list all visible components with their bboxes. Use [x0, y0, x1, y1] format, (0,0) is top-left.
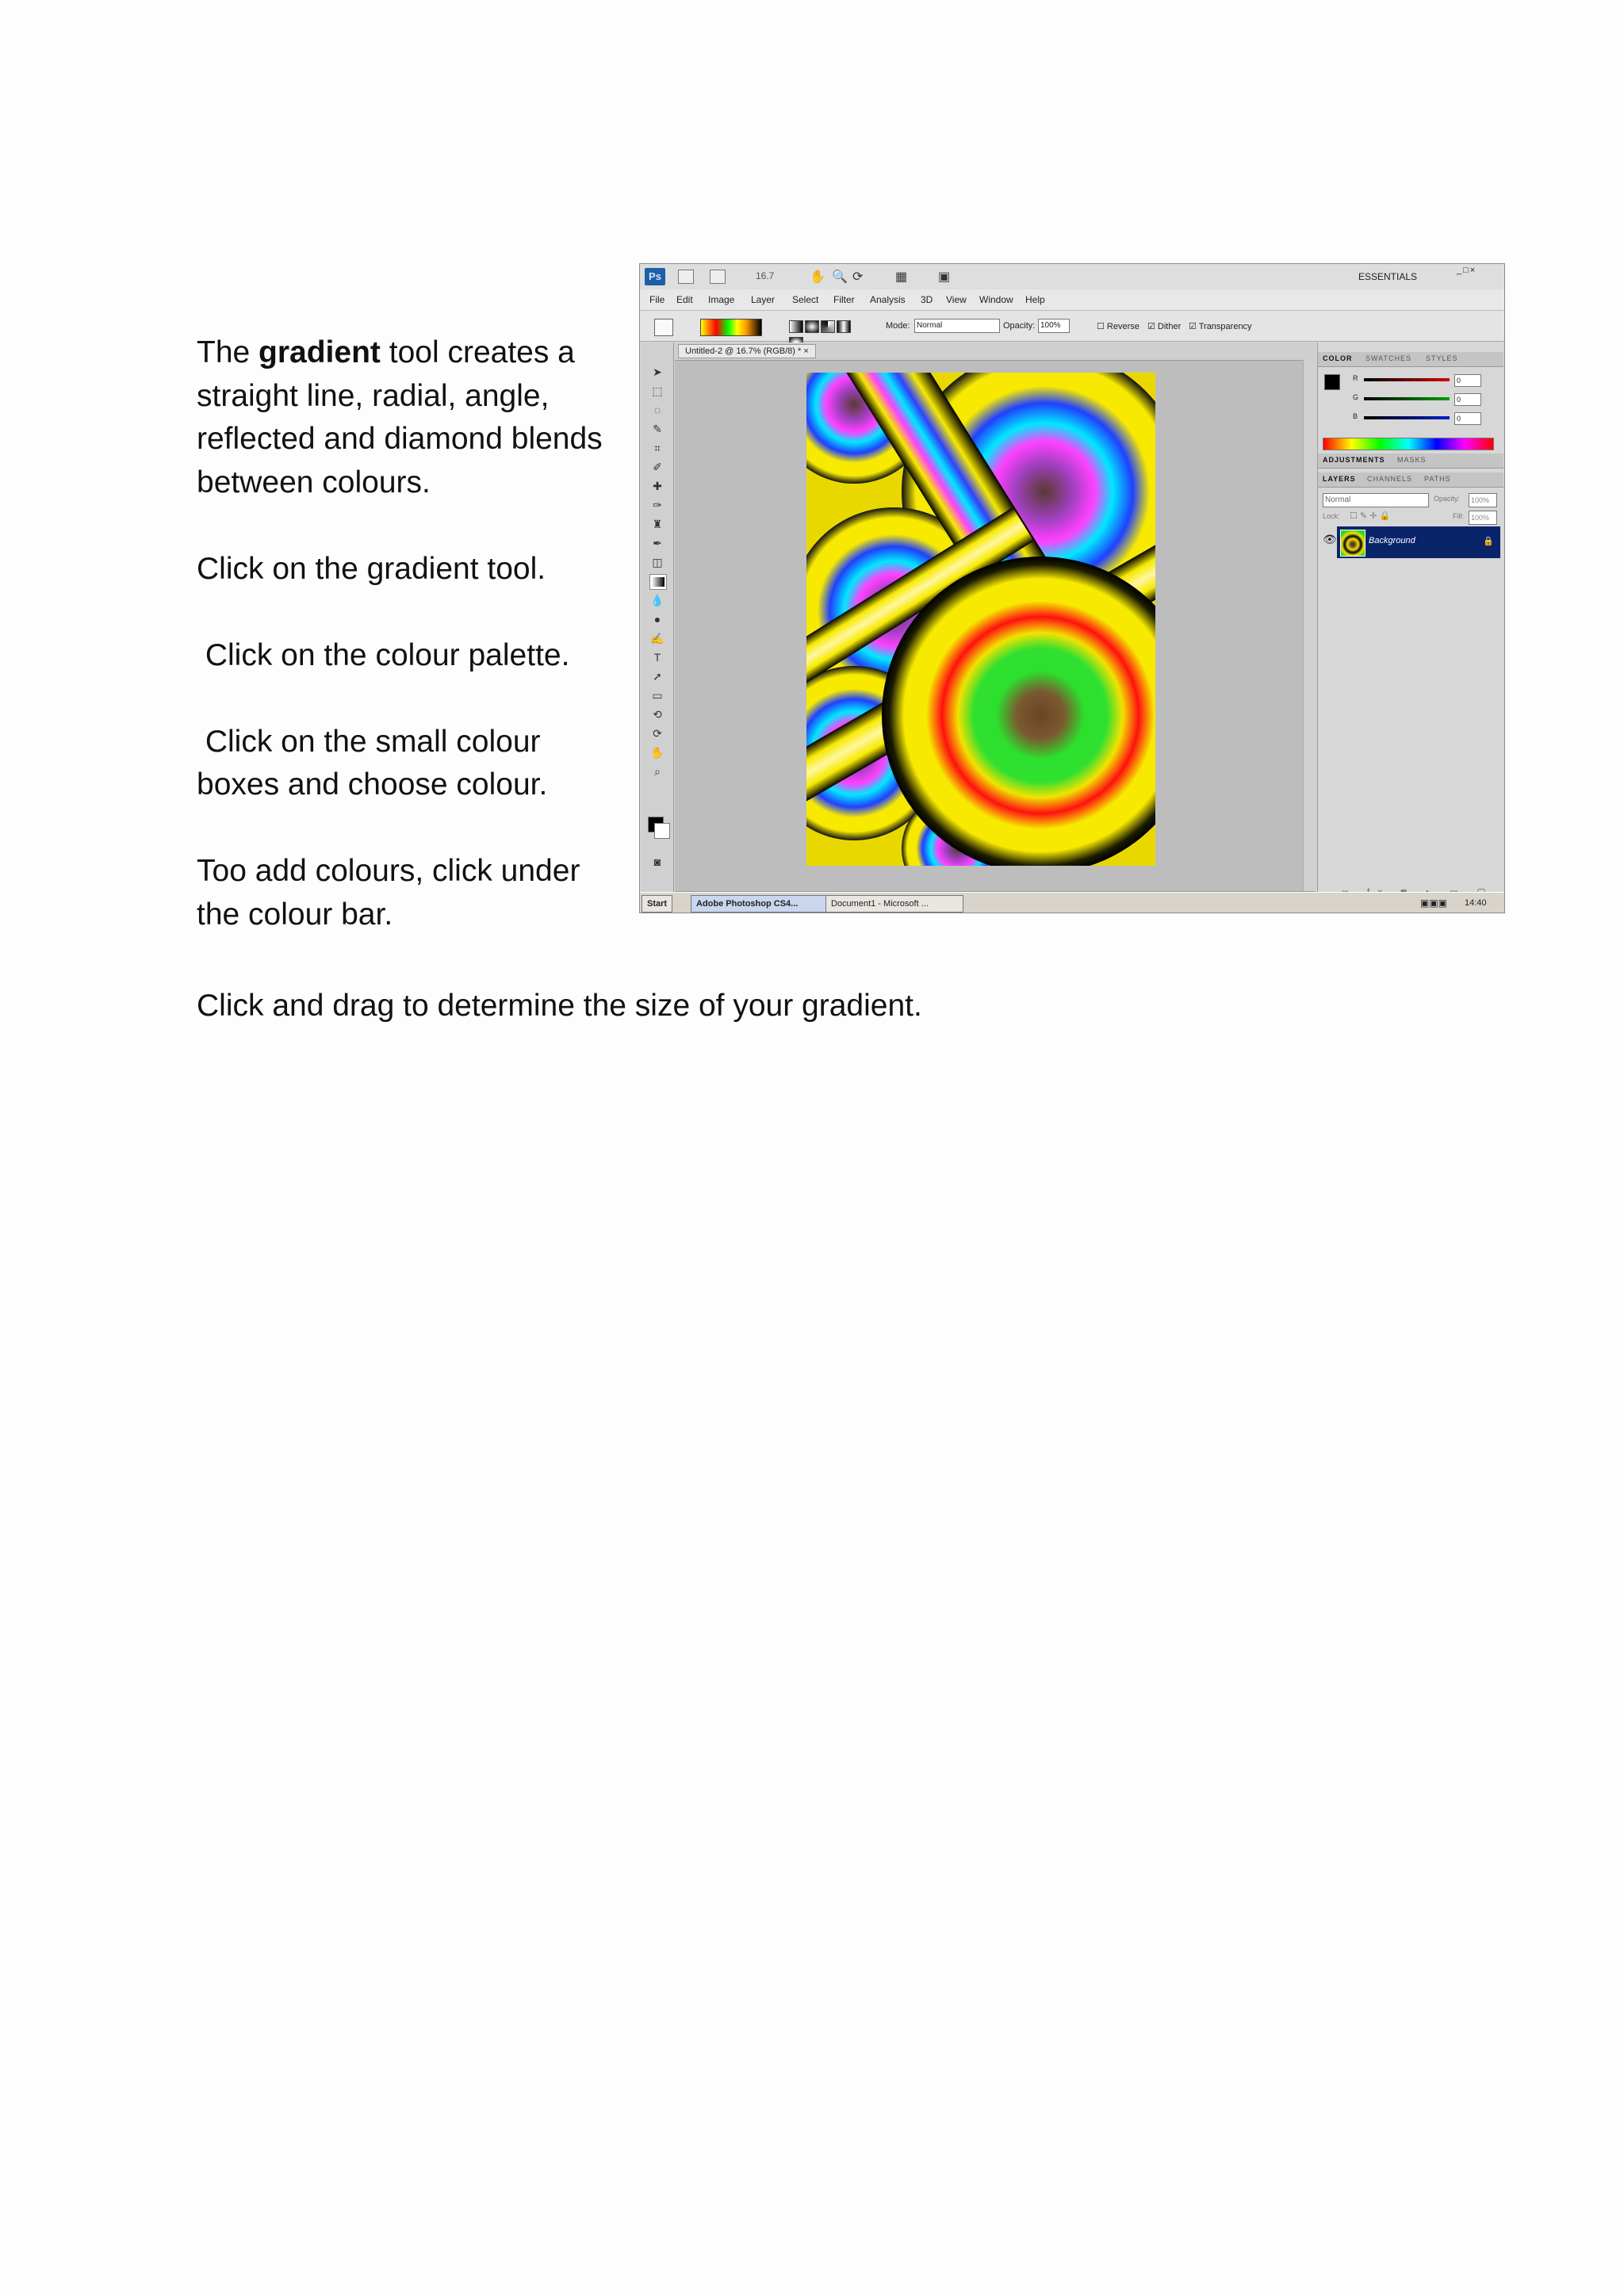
menu-filter[interactable]: Filter	[833, 294, 855, 305]
lasso-tool-icon[interactable]: ◌	[653, 404, 661, 416]
channel-g-slider[interactable]	[1364, 397, 1450, 400]
application-bar	[640, 264, 1504, 290]
menu-image[interactable]: Image	[708, 294, 735, 305]
rotate-view-icon[interactable]: ⟳	[852, 270, 864, 284]
tools-panel	[642, 342, 674, 897]
paragraph-step-boxes	[197, 721, 617, 807]
color-panel-tabs	[1318, 352, 1503, 367]
gradient-colour-palette[interactable]	[700, 319, 762, 336]
menu-analysis[interactable]: Analysis	[870, 294, 906, 305]
menu-3d[interactable]: 3D	[921, 294, 933, 305]
paragraph-step-drag: Click and drag to determine the size of your gradient.	[197, 989, 922, 1023]
channel-g-label: G	[1353, 393, 1359, 401]
document-vertical-scrollbar[interactable]	[1303, 360, 1316, 891]
brush-tool-icon[interactable]: ✑	[653, 499, 662, 511]
channel-g-value[interactable]: 0	[1454, 393, 1481, 406]
transparency-checkbox[interactable]: ☑ Transparency	[1189, 322, 1252, 331]
quick-mask-icon[interactable]: ◙	[653, 855, 661, 868]
opacity-label: Opacity:	[1003, 321, 1036, 331]
clone-stamp-tool-icon[interactable]: ♜	[652, 518, 663, 530]
intro-post: tool creates a straight line, radial, angle, reflected and diamond blends between colours.	[197, 335, 603, 499]
taskbar-clock: 14:40	[1465, 898, 1487, 908]
paragraph-step-tool: Click on the gradient tool.	[197, 551, 546, 586]
dither-label: Dither	[1157, 322, 1182, 331]
start-label: Start	[647, 899, 668, 909]
tab-swatches[interactable]: SWATCHES	[1365, 354, 1412, 362]
3d-rotate-tool-icon[interactable]: ⟲	[653, 708, 662, 721]
window-controls[interactable]: _□×	[1457, 266, 1477, 275]
step-boxes-text: Click on the small colour boxes and choose colour.	[197, 724, 548, 802]
start-button[interactable]	[642, 895, 672, 913]
layer-blend-mode-select[interactable]: Normal	[1323, 493, 1429, 507]
reverse-label: Reverse	[1106, 322, 1139, 331]
arrange-documents-icon[interactable]: ▦	[895, 270, 908, 284]
channel-b-slider[interactable]	[1364, 416, 1450, 419]
reverse-checkbox[interactable]: ☐ Reverse	[1097, 322, 1139, 331]
tab-channels[interactable]: CHANNELS	[1367, 475, 1413, 483]
document-tab[interactable]: Untitled-2 @ 16.7% (RGB/8) * ×	[678, 344, 816, 358]
eyedropper-tool-icon[interactable]: ✐	[653, 461, 662, 473]
instruction-text	[197, 331, 617, 980]
intro-pre: The	[197, 335, 259, 369]
transparency-label: Transparency	[1198, 322, 1252, 331]
tool-preset-picker[interactable]	[654, 319, 673, 336]
layer-name: Background	[1369, 536, 1415, 545]
hand-tool-icon[interactable]: ✋	[810, 270, 825, 284]
gradient-artwork	[806, 373, 1155, 866]
tab-masks[interactable]: MASKS	[1397, 456, 1427, 464]
panels-dock	[1317, 342, 1503, 904]
lock-icons[interactable]: ☐ ✎ ✛ 🔒	[1350, 511, 1391, 521]
adjustments-panel-tabs	[1318, 453, 1503, 469]
background-colour-box[interactable]	[654, 823, 670, 839]
paragraph-step-palette	[197, 634, 617, 678]
zoom-tool-icon[interactable]: 🔍	[832, 270, 848, 284]
channel-b-value[interactable]: 0	[1454, 412, 1481, 425]
view-extras-icon[interactable]	[710, 270, 726, 284]
colour-spectrum-bar[interactable]	[1323, 438, 1494, 450]
mode-select[interactable]: Normal	[914, 319, 1000, 333]
healing-tool-icon[interactable]: ✚	[653, 480, 662, 492]
zoom-tool-panel-icon[interactable]: ⌕	[654, 765, 661, 778]
layer-thumbnail	[1340, 530, 1365, 557]
screen-mode-icon[interactable]: ▣	[938, 270, 951, 284]
zoom-level-field[interactable]: 16.7	[756, 270, 775, 281]
marquee-tool-icon[interactable]: ⬚	[652, 385, 663, 397]
launch-bridge-icon[interactable]	[678, 270, 694, 284]
menu-bar	[640, 289, 1504, 311]
path-select-tool-icon[interactable]: ➚	[653, 670, 662, 683]
menu-edit[interactable]: Edit	[676, 294, 693, 305]
tab-color[interactable]: COLOR	[1323, 354, 1353, 362]
type-tool-icon[interactable]: T	[653, 651, 661, 664]
tab-adjustments[interactable]: ADJUSTMENTS	[1323, 456, 1385, 464]
channel-b-label: B	[1353, 412, 1358, 420]
layer-opacity-field[interactable]: 100%	[1469, 493, 1497, 507]
mode-label: Mode:	[886, 321, 910, 331]
layer-opacity-label: Opacity:	[1434, 495, 1461, 503]
shape-tool-icon[interactable]: ▭	[652, 689, 663, 702]
layer-visibility-eye-icon[interactable]: 👁	[1323, 533, 1337, 545]
channel-r-slider[interactable]	[1364, 378, 1450, 381]
layer-row-background[interactable]	[1337, 526, 1500, 558]
eraser-tool-icon[interactable]: ◫	[652, 556, 663, 568]
taskbar-photoshop[interactable]: Adobe Photoshop CS4...	[691, 895, 829, 913]
layer-lock-icon: 🔒	[1483, 537, 1494, 546]
menu-help[interactable]: Help	[1025, 294, 1045, 305]
tab-styles[interactable]: STYLES	[1426, 354, 1458, 362]
photoshop-screenshot	[639, 263, 1505, 913]
tray-icons[interactable]: ▣▣▣	[1420, 897, 1448, 909]
menu-window[interactable]: Window	[979, 294, 1013, 305]
channel-r-label: R	[1353, 374, 1358, 382]
layers-panel-tabs	[1318, 473, 1503, 488]
menu-file[interactable]: File	[649, 294, 665, 305]
gradient-type-buttons[interactable]	[789, 320, 862, 333]
dither-checkbox[interactable]: ☑ Dither	[1147, 322, 1182, 331]
menu-layer[interactable]: Layer	[751, 294, 776, 305]
history-brush-tool-icon[interactable]: ✒	[653, 537, 662, 549]
photoshop-logo: Ps	[645, 268, 665, 285]
opacity-field[interactable]: 100%	[1038, 319, 1070, 333]
paragraph-step-add: Too add colours, click under the colour bar.	[197, 854, 580, 932]
document-tab-bar	[675, 342, 1316, 361]
quick-select-tool-icon[interactable]: ✎	[653, 423, 662, 435]
paragraph-gradient-intro	[197, 331, 617, 504]
3d-orbit-tool-icon[interactable]: ⟳	[653, 727, 662, 740]
gradient-tool-icon[interactable]	[649, 574, 667, 590]
workspace-switcher[interactable]: ESSENTIALS	[1358, 271, 1418, 282]
blur-tool-icon[interactable]: 💧	[650, 594, 665, 607]
tool-options-bar	[640, 311, 1504, 342]
panel-foreground-swatch[interactable]	[1324, 374, 1340, 390]
fill-label: Fill:	[1453, 512, 1464, 520]
fill-field[interactable]: 100%	[1469, 511, 1497, 525]
gradient-artwork-canvas[interactable]	[806, 373, 1155, 866]
document-window	[675, 342, 1316, 904]
lock-label: Lock:	[1323, 512, 1340, 520]
crop-tool-icon[interactable]: ⌗	[654, 442, 661, 454]
move-tool-icon[interactable]: ➤	[653, 365, 662, 378]
channel-r-value[interactable]: 0	[1454, 374, 1481, 387]
menu-select[interactable]: Select	[792, 294, 819, 305]
step-palette-text: Click on the colour palette.	[205, 637, 570, 672]
tab-paths[interactable]: PATHS	[1424, 475, 1451, 483]
windows-taskbar	[640, 892, 1504, 913]
menu-view[interactable]: View	[946, 294, 967, 305]
dodge-tool-icon[interactable]: ●	[653, 613, 661, 626]
tab-layers[interactable]: LAYERS	[1323, 475, 1356, 483]
taskbar-word-document[interactable]: Document1 - Microsoft ...	[825, 895, 963, 913]
intro-bold-word: gradient	[259, 335, 381, 369]
pen-tool-icon[interactable]: ✍	[650, 632, 665, 645]
hand-tool-panel-icon[interactable]: ✋	[650, 746, 665, 759]
